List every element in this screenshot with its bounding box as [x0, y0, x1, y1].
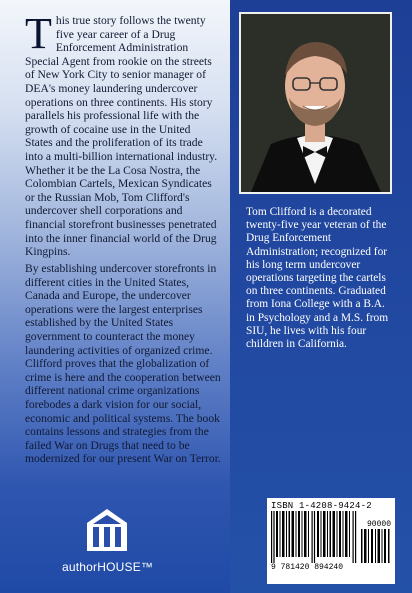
- barcode-bars-icon: [271, 511, 357, 563]
- blurb-paragraph-1: [25, 9, 221, 272]
- barcode-digits: 9 781420 894240: [271, 563, 344, 572]
- publisher-name: authorHOUSE™: [62, 560, 154, 574]
- blurb-text-1: his true story follows the twenty five year career of a Drug Enforcement Administration Special Agent from rookie on the streets of New York City to senior manager of DEA's money laundering undercover operations on three continents. His story parallels his professional life with the growth of cocaine use in the United States and the proliferation of its trade into a multi-billion international industry. Whether it be the La Cosa Nostra, the Colombian Cartels, Mexican Syndicates or the Russian Mob, Tom Clifford's undercover shell corporations and financial storefront businesses penetrated into the inner financial world of the Drug Kingpins.: [25, 14, 218, 259]
- authorhouse-logo-icon: [83, 507, 131, 553]
- barcode-price: 90000: [366, 520, 391, 529]
- isbn-text: ISBN 1-4208-9424-2: [271, 501, 372, 511]
- author-photo: [239, 12, 392, 194]
- publisher-logo: [62, 507, 152, 574]
- author-portrait-icon: [241, 14, 390, 192]
- isbn-barcode: [267, 498, 395, 584]
- blurb-paragraph-2: [25, 262, 221, 466]
- price-barcode-bars-icon: [361, 529, 391, 563]
- author-bio: Tom Clifford is a decorated twenty-five year veteran of the Drug Enforcement Administration; recognized for his long term undercover operations targeting the cartels on three continents. Graduated from Iona College with a B.A. in Psychology and a M.S. from SIU, he lives with his four children in California.: [246, 206, 389, 351]
- drop-cap: T: [25, 9, 52, 58]
- blurb-text-2: By establishing undercover storefronts in different cities in the United States, Canada and Europe, the undercover operations were the largest enterprises established by the United States government to counteract the money laundering activities of organized crime. Clifford proves that the globalization of crime is here and the cooperation between different national crime organizations forebodes a dark vision for our social, economic and political systems. The book contains lessons and strategies from the failed War on Drugs that need to be modernized for our present War on Terror.: [25, 262, 221, 466]
